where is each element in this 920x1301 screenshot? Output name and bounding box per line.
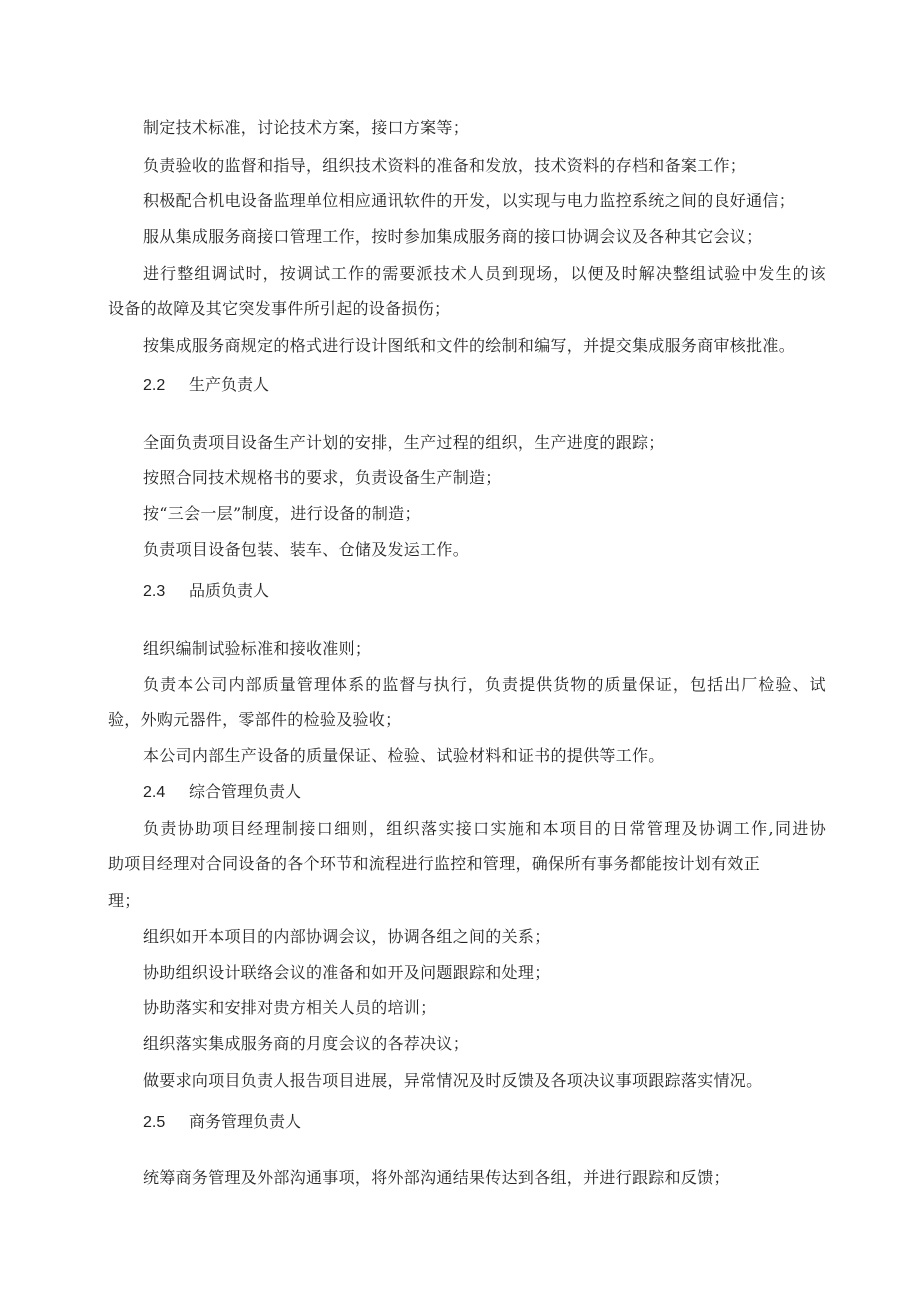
section-title: 生产负责人 (189, 375, 270, 394)
section-number: 2.5 (143, 1114, 166, 1131)
paragraph-line: 组织编制试验标准和接收准则； (143, 639, 372, 658)
section-title: 综合管理负责人 (189, 782, 302, 801)
paragraph-line: 理； (108, 891, 141, 910)
paragraph-line: 全面负责项目设备生产计划的安排，生产过程的组织，生产进度的跟踪； (143, 433, 665, 452)
paragraph-line: 负责本公司内部质量管理体系的监督与执行，负责提供货物的质量保证，包括出厂检验、试 (143, 675, 826, 694)
paragraph-line: 制定技术标准，讨论技术方案，接口方案等； (143, 118, 470, 137)
section-title: 品质负责人 (189, 581, 270, 600)
section-number: 2.4 (143, 784, 166, 801)
section-title: 商务管理负责人 (189, 1112, 302, 1131)
paragraph-line: 按照合同技术规格书的要求，负责设备生产制造； (143, 468, 502, 487)
paragraph-line: 负责验收的监督和指导，组织技术资料的准备和发放，技术资料的存档和备案工作； (143, 156, 747, 175)
section-number: 2.2 (143, 377, 166, 394)
paragraph-line: 验，外购元器件，零部件的检验及验收； (108, 710, 402, 729)
paragraph-line: 负责协助项目经理制接口细则，组织落实接口实施和本项目的日常管理及协调工作,同进协 (143, 819, 826, 838)
paragraph-line: 负责项目设备包装、装车、仓储及发运工作。 (143, 540, 470, 559)
paragraph-line: 积极配合机电设备监理单位相应通讯软件的开发，以实现与电力监控系统之间的良好通信； (143, 191, 796, 210)
paragraph-line: 组织如开本项目的内部协调会议，协调各组之间的关系； (143, 927, 551, 946)
paragraph-line: 设备的故障及其它突发事件所引起的设备损伤； (108, 299, 451, 318)
paragraph-line: 组织落实集成服务商的月度会议的各荐决议； (143, 1034, 470, 1053)
paragraph-line: 做要求向项目负责人报告项目进展，异常情况及时反馈及各项决议事项跟踪落实情况。 (143, 1071, 763, 1090)
section-heading (143, 374, 269, 397)
paragraph-line: 助项目经理对合同设备的各个环节和流程进行监控和管理，确保所有事务都能按计划有效正 (108, 854, 761, 873)
paragraph-line: 协助落实和安排对贵方相关人员的培训； (143, 998, 437, 1017)
paragraph-line: 本公司内部生产设备的质量保证、检验、试验材料和证书的提供等工作。 (143, 746, 665, 765)
section-heading (143, 580, 269, 603)
paragraph-line: 服从集成服务商接口管理工作，按时参加集成服务商的接口协调会议及各种其它会议； (143, 227, 763, 246)
paragraph-line: 协助组织设计联络会议的准备和如开及问题跟踪和处理； (143, 963, 551, 982)
paragraph-line: 按集成服务商规定的格式进行设计图纸和文件的绘制和编写，并提交集成服务商审核批准。 (143, 336, 796, 355)
section-heading (143, 781, 301, 804)
paragraph-line: 进行整组调试时，按调试工作的需要派技术人员到现场，以便及时解决整组试验中发生的该 (143, 264, 826, 283)
section-number: 2.3 (143, 583, 166, 600)
paragraph-line: 统筹商务管理及外部沟通事项，将外部沟通结果传达到各组，并进行跟踪和反馈； (143, 1168, 730, 1187)
section-heading (143, 1111, 301, 1134)
paragraph-line: 按“三会一层”制度，进行设备的制造； (143, 504, 421, 523)
